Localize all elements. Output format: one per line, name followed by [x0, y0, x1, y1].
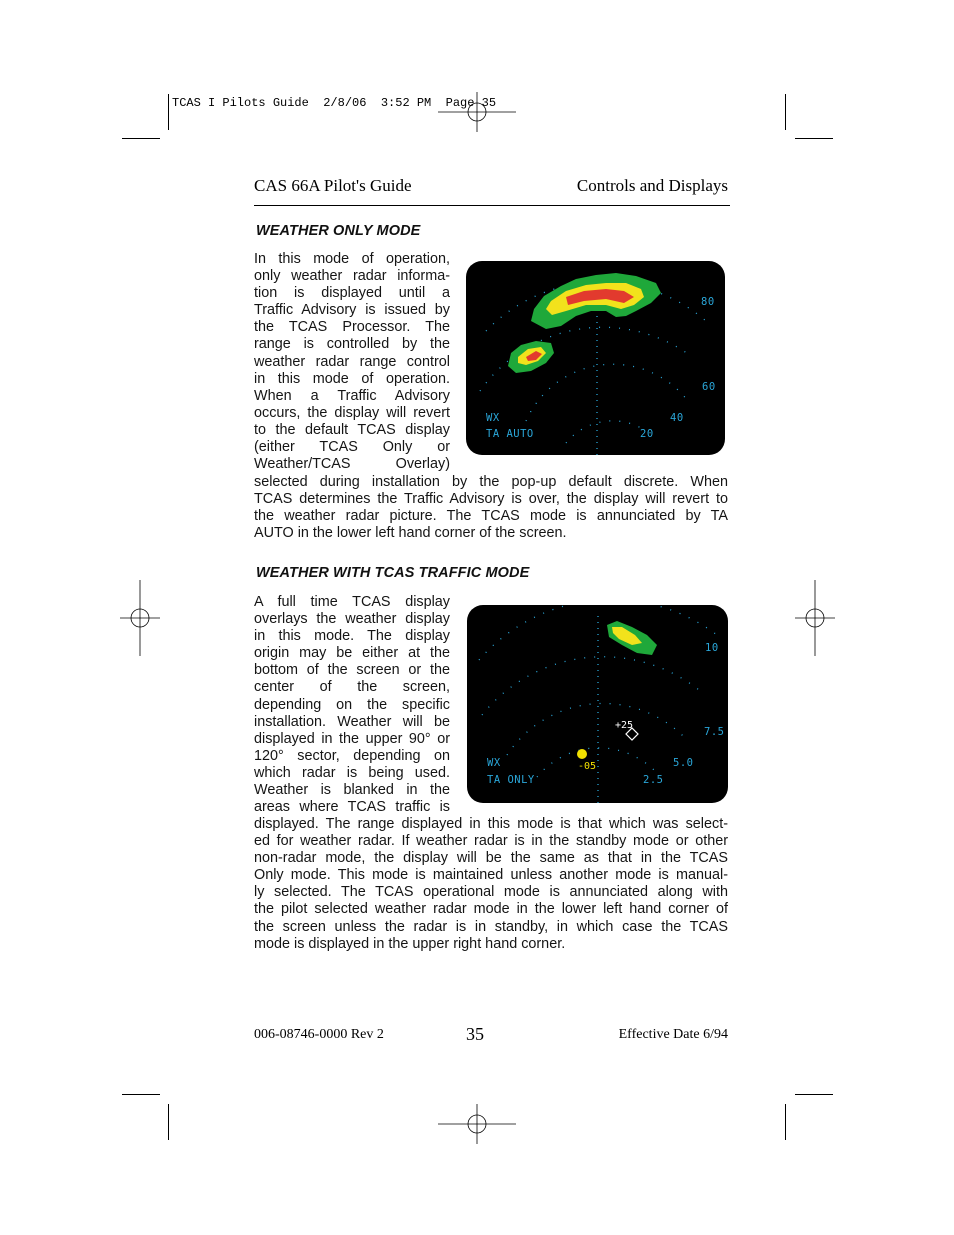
- svg-text:-05: -05: [578, 761, 597, 772]
- crop-mark: [122, 138, 160, 139]
- text-line: A full time TCAS display: [254, 594, 450, 610]
- running-header-section: Controls and Displays: [576, 176, 728, 195]
- document-number: 006-08746-0000 Rev 2: [254, 1027, 384, 1042]
- text-line: 120° sector, depending on: [254, 747, 450, 764]
- text-line: to the default TCAS display: [254, 421, 450, 438]
- registration-mark-icon: [795, 580, 835, 656]
- header-rule: [254, 205, 730, 206]
- section2-narrow-text: [254, 594, 450, 816]
- text-line: Weather is blanked in the: [254, 782, 450, 799]
- page-number: 35: [466, 1024, 484, 1044]
- section-title-weather-with-tcas: WEATHER WITH TCAS TRAFFIC MODE: [256, 565, 530, 581]
- text-line: Only mode. This mode is maintained unless another mode is manual-: [254, 867, 728, 884]
- text-line: ly selected. The TCAS operational mode is annunciated along with: [254, 884, 728, 901]
- text-line: mode is displayed in the upper right hand corner.: [254, 935, 566, 952]
- text-line: When a Traffic Advisory: [254, 387, 450, 404]
- crop-mark: [122, 1094, 160, 1095]
- text-line: only weather radar informa-: [254, 268, 450, 285]
- text-line: in this mode. The display: [254, 628, 450, 645]
- range-label: 40: [670, 412, 684, 424]
- crop-mark: [168, 1104, 169, 1140]
- text-line: in this mode of operation.: [254, 370, 450, 387]
- text-line: the screen unless the radar is in standby, in which case the TCAS: [254, 918, 728, 935]
- range-label: 20: [640, 428, 654, 440]
- text-line: installation. Weather will be: [254, 713, 450, 730]
- text-line: which radar is being used.: [254, 764, 450, 781]
- text-line: (either TCAS Only or: [254, 439, 450, 456]
- registration-mark-icon: [438, 1104, 516, 1144]
- section1-narrow-text: [254, 251, 450, 473]
- text-line: selected during installation by the pop-up default discrete. When: [254, 474, 728, 490]
- text-line: bottom of the screen or the: [254, 662, 450, 679]
- range-label: 60: [702, 381, 716, 393]
- text-line: the pilot selected weather radar mode in the lower left hand corner of: [254, 901, 728, 918]
- text-line: center of the screen,: [254, 679, 450, 696]
- text-line: areas where TCAS traffic is: [254, 799, 450, 816]
- range-label: 10: [705, 642, 719, 654]
- range-label: 80: [701, 296, 715, 308]
- crop-mark: [785, 94, 786, 130]
- text-line: the weather radar picture. The TCAS mode is annunciated by TA: [254, 508, 728, 525]
- text-line: TCAS determines the Traffic Advisory is over, the display will revert to: [254, 491, 728, 508]
- weather-only-radar-screen: [466, 261, 725, 455]
- text-line: In this mode of operation,: [254, 251, 450, 267]
- text-line: Weather/TCAS Overlay): [254, 456, 450, 473]
- range-label: 5.0: [673, 757, 694, 769]
- tcas-mode-label: TA ONLY: [487, 774, 535, 786]
- section1-wide-text: [254, 474, 728, 542]
- weather-cell: [607, 621, 657, 655]
- section2-wide-text: [254, 816, 728, 953]
- section-title-weather-only: WEATHER ONLY MODE: [256, 223, 421, 239]
- traffic-advisory-icon: [577, 749, 596, 772]
- text-line: weather radar range control: [254, 353, 450, 370]
- crop-mark: [795, 138, 833, 139]
- weather-cell-large: [531, 273, 661, 329]
- crop-mark: [785, 1104, 786, 1140]
- range-label: 7.5: [704, 726, 725, 738]
- crop-mark: [168, 94, 169, 130]
- range-arcs: [479, 605, 717, 777]
- text-line: non-radar mode, the display will be the same as that in the TCAS: [254, 850, 728, 867]
- text-line: AUTO in the lower left hand corner of the screen.: [254, 525, 567, 542]
- weather-cell-small: [508, 341, 554, 373]
- text-line: the TCAS Processor. The: [254, 319, 450, 336]
- effective-date: Effective Date 6/94: [618, 1027, 728, 1042]
- weather-mode-label: WX: [487, 757, 501, 769]
- tcas-mode-label: TA AUTO: [486, 428, 534, 440]
- text-line: displayed in the upper 90° or: [254, 730, 450, 747]
- text-line: ed for weather radar. If weather radar is in the standby mode or other: [254, 833, 728, 850]
- text-line: range is controlled by the: [254, 336, 450, 353]
- text-line: displayed. The range displayed in this mode is that which was select-: [254, 816, 728, 832]
- text-line: origin may be either at the: [254, 645, 450, 662]
- text-line: occurs, the display will revert: [254, 404, 450, 421]
- text-line: Traffic Advisory is issued by: [254, 302, 450, 319]
- other-traffic-icon: [615, 720, 638, 740]
- text-line: tion is displayed until a: [254, 285, 450, 302]
- registration-mark-icon: [120, 580, 160, 656]
- crop-mark: [795, 1094, 833, 1095]
- svg-text:+25: +25: [615, 720, 634, 731]
- text-line: depending on the specific: [254, 696, 450, 713]
- weather-mode-label: WX: [486, 412, 500, 424]
- text-line: overlays the weather display: [254, 611, 450, 628]
- weather-tcas-radar-screen: [467, 605, 728, 803]
- running-header-title: CAS 66A Pilot's Guide: [254, 176, 412, 195]
- print-slug: TCAS I Pilots Guide 2/8/06 3:52 PM Page 35: [172, 96, 497, 110]
- range-label: 2.5: [643, 774, 664, 786]
